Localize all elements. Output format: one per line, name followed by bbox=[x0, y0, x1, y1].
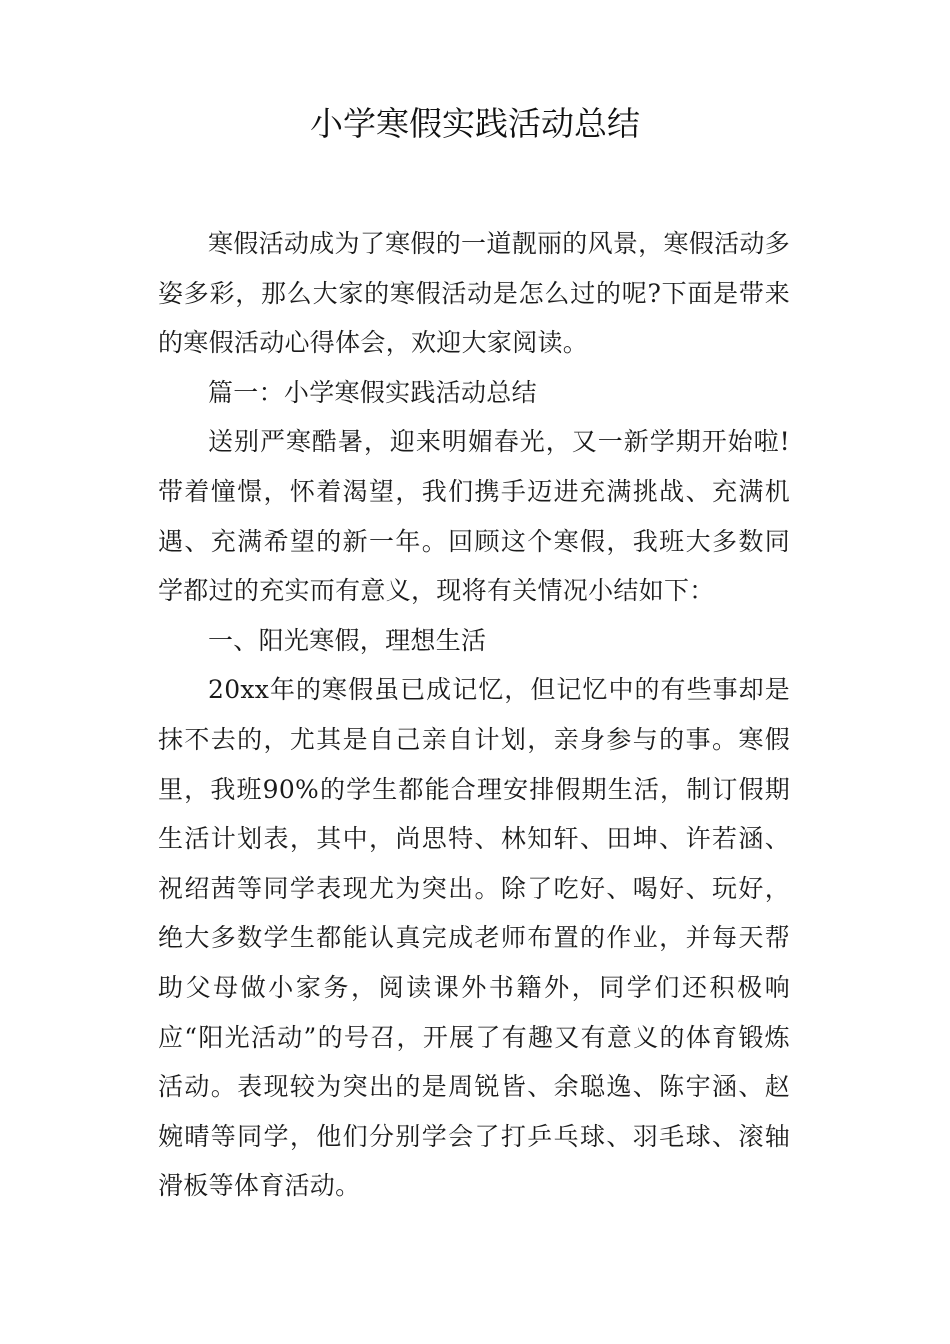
document-body bbox=[158, 219, 790, 1211]
section-heading-part-one: 篇一：小学寒假实践活动总结 bbox=[208, 377, 537, 407]
opening-paragraph: 送别严寒酷暑，迎来明媚春光，又一新学期开始啦!带着憧憬，怀着渴望，我们携手迈进充满挑战、充满机遇、充满希望的新一年。回顾这个寒假，我班大多数同学都过的充实而有意义，现将有关情况小结如下： bbox=[158, 427, 790, 606]
intro-paragraph: 寒假活动成为了寒假的一道靓丽的风景，寒假活动多姿多彩，那么大家的寒假活动是怎么过的呢?下面是带来的寒假活动心得体会，欢迎大家阅读。 bbox=[158, 229, 790, 358]
document-title: 小学寒假实践活动总结 bbox=[310, 104, 640, 143]
holiday-summary-paragraph: 20xx年的寒假虽已成记忆，但记忆中的有些事却是抹不去的，尤其是自己亲自计划，亲身参与的事。寒假里，我班90%的学生都能合理安排假期生活，制订假期生活计划表，其中，尚思特、林知轩、田坤、许若涵、祝绍茜等同学表现尤为突出。除了吃好、喝好、玩好，绝大多数学生都能认真完成老师布置的作业，并每天帮助父母做小家务，阅读课外书籍外，同学们还积极响应“阳光活动”的号召，开展了有趣又有意义的体育锻炼活动。表现较为突出的是周锐皆、余聪逸、陈宇涵、赵婉晴等同学，他们分别学会了打乒乓球、羽毛球、滚轴滑板等体育活动。 bbox=[158, 675, 790, 1201]
section-heading-sunny-holiday: 一、阳光寒假，理想生活 bbox=[208, 625, 487, 655]
